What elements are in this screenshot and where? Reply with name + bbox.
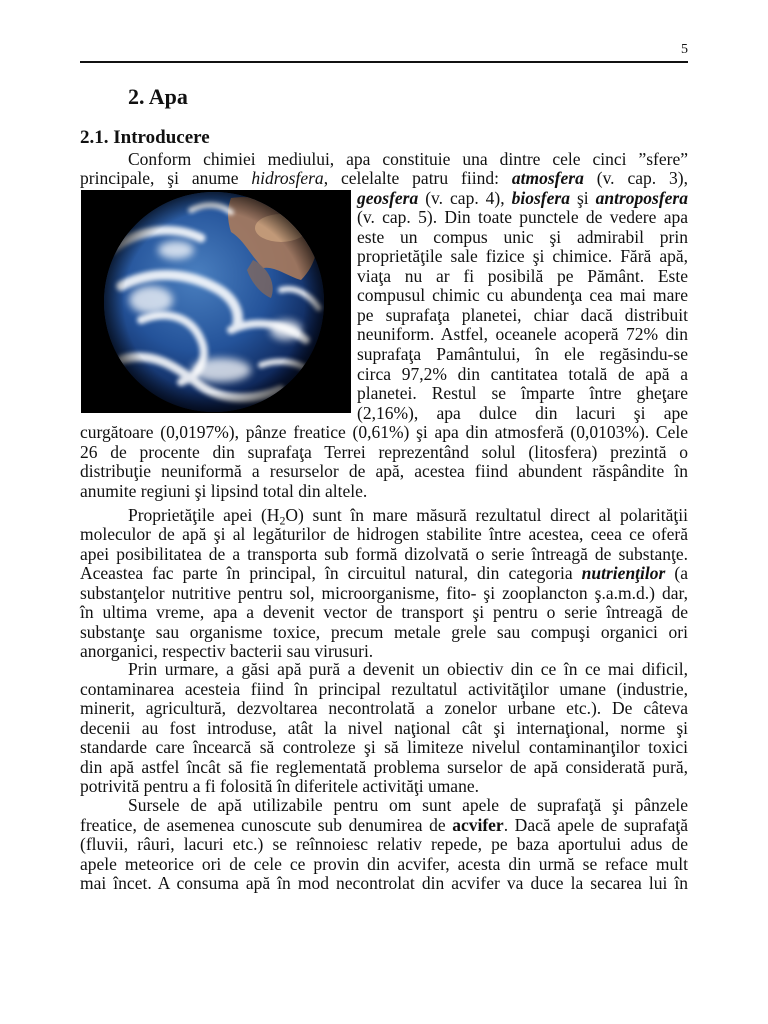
text-line [357, 228, 688, 248]
text-run: (v. cap. 4), [418, 188, 512, 208]
text-line [80, 719, 688, 739]
text-run: Prin urmare, a găsi apă pură a devenit un obiectiv din ce în ce mai dificil, [128, 659, 688, 679]
text-run: principale, şi anume [80, 168, 252, 188]
text-run: anumite regiuni şi lipsind total din altele. [80, 481, 368, 501]
text-line [357, 365, 688, 385]
text-run: este un compus unic şi admirabil prin [357, 227, 688, 247]
earth-globe-icon [81, 190, 351, 413]
text-line [80, 699, 688, 719]
emphasis-run: acvifer [452, 815, 504, 835]
text-line [80, 169, 688, 189]
text-run: moleculor de apă şi al legăturilor de hidrogen stabilite între acestea, ceea ce oferă [80, 524, 688, 544]
text-run: neuniform. Astfel, oceanele acoperă 72% din [357, 324, 688, 344]
text-run: circa 97,2% din cantitatea totală de apă a [357, 364, 688, 384]
text-run: compusul chimic cu abundenţa cea mai mare [357, 285, 688, 305]
text-run: apele meteorice ori de cele ce provin din acvifer, acesta din urmă se reface mult [80, 854, 688, 874]
text-run: viaţa nu ar fi posibilă pe Pământ. Este [357, 266, 688, 286]
text-run: în ultima vreme, apa a devenit vector de transport şi pentru o serie întreagă de [80, 602, 688, 622]
text-line [357, 306, 688, 326]
text-line [80, 525, 688, 545]
text-run: Conform chimiei mediului, apa constituie una dintre cele cinci ”sfere” [128, 149, 688, 169]
text-run: . Dacă apele de suprafaţă [503, 815, 688, 835]
emphasis-run: antroposfera [595, 188, 688, 208]
text-line [80, 777, 688, 797]
emphasis-run: geosfera [357, 188, 419, 208]
text-run: planetei. Restul se împarte între gheţare [357, 383, 688, 403]
text-line [128, 150, 688, 170]
text-line [128, 796, 688, 816]
text-run: distribuţie neuniformă a resurselor de apă, acestea fiind abundent răspândite în [80, 461, 688, 481]
text-run: anorganici, respectiv bacterii sau virusuri. [80, 641, 374, 661]
text-line [357, 208, 688, 228]
text-run: mai încet. A consuma apă în mod necontrolat din acvifer va duce la secarea lui în [80, 873, 688, 893]
text-line [357, 384, 688, 404]
text-run: şi [569, 188, 596, 208]
text-run: (fluvii, râuri, lacuri etc.) se reînnoiesc relativ repede, pe baza aportului adus de [80, 834, 688, 854]
text-run: substanţelor nutritive pentru sol, microorganisme, fito- şi zooplancton ş.a.m.d.) dar, [80, 583, 688, 603]
text-line [80, 545, 688, 565]
text-line [80, 564, 688, 584]
text-run: Aceastea fac parte în principal, în circuitul natural, din categoria [80, 563, 582, 583]
text-line [80, 874, 688, 894]
text-run: (v. cap. 3), [583, 168, 688, 188]
text-run: proprietăţile sale fizice şi chimice. Fără apă, [357, 246, 688, 266]
subscript-run: 2 [279, 513, 286, 528]
text-line [357, 247, 688, 267]
text-run: apei posibilitatea de a transporta sub formă dizolvată o serie întreagă de substanţe. [80, 544, 688, 564]
page-number: 5 [681, 42, 688, 57]
text-run: potrivită pentru a fi folosită în diferitele activităţi umane. [80, 776, 479, 796]
text-run: O) sunt în mare măsură rezultatul direct al polarităţii [285, 505, 688, 525]
text-run: , celelalte patru fiind: [323, 168, 512, 188]
section-title: 2.1. Introducere [80, 127, 210, 148]
text-run: standarde care încearcă să controleze şi să limiteze nivelul contaminanţilor toxici [80, 737, 688, 757]
text-line [80, 738, 688, 758]
text-run: suprafaţa Pamântului, în ele regăsindu-se [357, 344, 688, 364]
text-line [357, 345, 688, 365]
emphasis-run: nutrienţilor [581, 563, 666, 583]
text-line [357, 189, 688, 209]
text-line [80, 482, 688, 502]
emphasis-run: biosfera [511, 188, 570, 208]
text-run: (a [665, 563, 688, 583]
text-run: freatice, de asemenea cunoscute sub denumirea de [80, 815, 453, 835]
text-line [128, 506, 688, 526]
header-rule [80, 61, 688, 63]
text-run: Sursele de apă utilizabile pentru om sunt apele de suprafaţă şi pânzele [128, 795, 688, 815]
text-line [80, 623, 688, 643]
text-line [128, 660, 688, 680]
text-line [80, 855, 688, 875]
text-run: (v. cap. 5). Din toate punctele de vedere apa [357, 207, 688, 227]
text-run: (2,16%), apa dulce din lacuri şi ape [357, 403, 688, 423]
text-run: contaminarea acesteia fiind în principal rezultatul activităţilor umane (industrie, [80, 679, 688, 699]
text-line [80, 758, 688, 778]
text-line [80, 680, 688, 700]
text-run: substanţe sau organisme toxice, precum metale grele sau compuşi organici ori [80, 622, 688, 642]
emphasis-run: hidrosfera [251, 168, 324, 188]
text-line [80, 816, 688, 836]
text-line [357, 286, 688, 306]
text-run: decenii au fost introduse, atât la nivel naţional cât şi internaţional, norme şi [80, 718, 688, 738]
text-line [80, 584, 688, 604]
text-line [80, 835, 688, 855]
text-run: curgătoare (0,0197%), pânze freatice (0,61%) şi apa din atmosferă (0,0103%). Cele [80, 422, 688, 442]
text-run: din apă astfel încât să fie reglementată problema surselor de apă considerată pură, [80, 757, 688, 777]
text-line [80, 423, 688, 443]
chapter-title: 2. Apa [128, 84, 188, 109]
text-run: Proprietăţile apei (H [128, 505, 280, 525]
text-line [80, 603, 688, 623]
text-line [80, 443, 688, 463]
text-run: minerit, agricultură, dezvoltarea necontrolată a zonelor urbane etc.). De câteva [80, 698, 688, 718]
text-line [357, 404, 688, 424]
text-line [357, 325, 688, 345]
text-run: pe suprafaţa planetei, chiar dacă distribuit [357, 305, 688, 325]
text-run: 26 de procente din suprafaţa Terrei reprezentând solul (litosfera) prezintă o [80, 442, 688, 462]
text-line [357, 267, 688, 287]
text-line [80, 462, 688, 482]
emphasis-run: atmosfera [511, 168, 584, 188]
earth-from-space-photo [81, 190, 351, 413]
